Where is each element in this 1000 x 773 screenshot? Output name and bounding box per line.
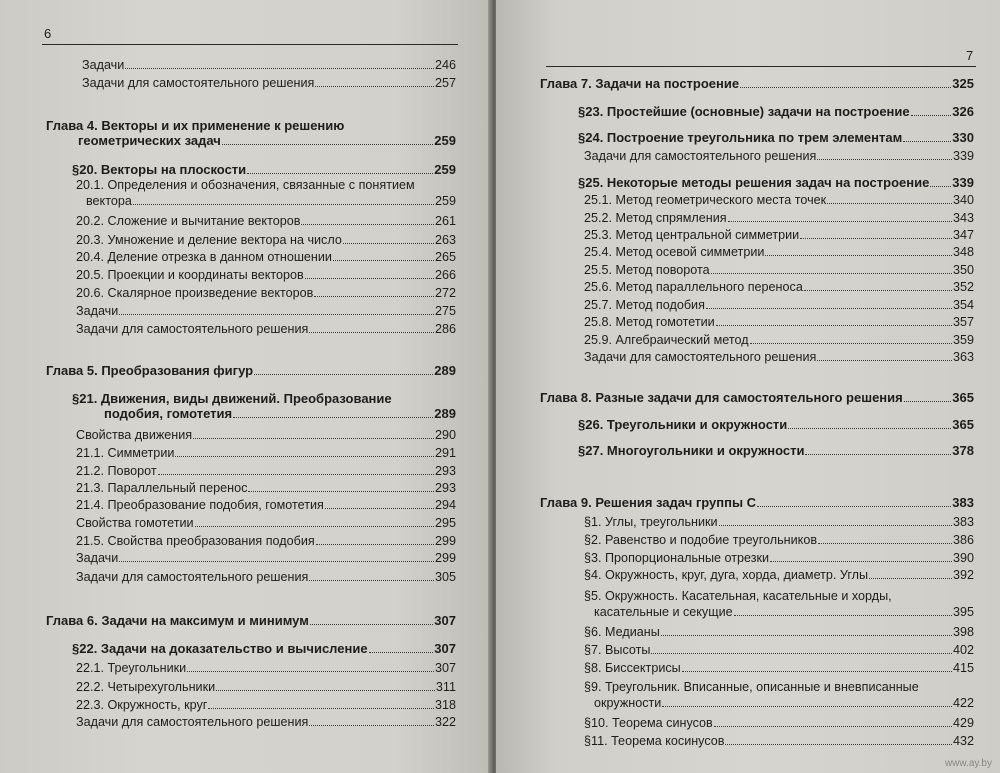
toc-entry-label: §11. Теорема косинусов	[584, 734, 725, 748]
toc-entry-label: 25.8. Метод гомотетии	[584, 315, 715, 329]
toc-entry-label: 25.4. Метод осевой симметрии	[584, 245, 765, 259]
toc-entry[interactable]	[584, 193, 974, 207]
toc-entry[interactable]	[594, 605, 974, 619]
toc-entry[interactable]	[76, 715, 456, 729]
toc-entry-label: §27. Многоугольники и окружности	[578, 444, 805, 458]
toc-entry-page: 259	[434, 162, 456, 177]
toc-entry-page: 289	[434, 363, 456, 378]
dot-leader	[310, 621, 433, 625]
toc-entry-page: 429	[952, 716, 974, 730]
toc-entry[interactable]	[584, 263, 974, 277]
toc-entry-label: 25.2. Метод спрямления	[584, 211, 727, 225]
toc-entry-page: 307	[434, 641, 456, 656]
toc-entry-page: 286	[434, 322, 456, 336]
toc-entry-page: 295	[434, 516, 456, 530]
toc-entry-page: 325	[952, 76, 974, 91]
dot-leader	[800, 235, 952, 239]
toc-entry-label: §23. Простейшие (основные) задачи на построение	[578, 105, 910, 119]
dot-leader	[343, 240, 434, 244]
dot-leader	[711, 270, 952, 274]
toc-entry-label: §7. Высоты	[584, 643, 651, 657]
dot-leader	[309, 577, 434, 581]
toc-entry-page: 261	[434, 214, 456, 228]
toc-entry-page: 350	[952, 263, 974, 277]
toc-entry[interactable]	[584, 211, 974, 225]
toc-entry[interactable]	[584, 625, 974, 639]
dot-leader	[316, 541, 434, 545]
toc-entry[interactable]	[540, 77, 974, 91]
dot-leader	[818, 540, 952, 544]
dot-leader	[369, 649, 434, 653]
dot-leader	[254, 371, 433, 375]
toc-entry[interactable]	[594, 696, 974, 710]
toc-entry-page: 266	[434, 268, 456, 282]
toc-entry[interactable]	[76, 464, 456, 478]
left-page	[0, 0, 492, 773]
toc-entry-first-line: Глава 4. Векторы и их применение к решению	[46, 118, 345, 133]
toc-entry-label: 20.6. Скалярное произведение векторов	[76, 286, 314, 300]
toc-entry[interactable]	[584, 333, 974, 347]
dot-leader	[247, 170, 433, 174]
watermark: www.ay.by	[944, 758, 992, 769]
toc-entry-first-line: §9. Треугольник. Вписанные, описанные и вневписанные	[584, 680, 919, 694]
dot-leader	[315, 83, 434, 87]
toc-entry[interactable]	[76, 481, 456, 495]
dot-leader	[750, 340, 952, 344]
toc-entry-label: Задачи для самостоятельного решения	[584, 350, 817, 364]
toc-entry[interactable]	[584, 533, 974, 547]
dot-leader	[233, 414, 433, 418]
toc-entry-page: 415	[952, 661, 974, 675]
toc-entry-label: 21.4. Преобразование подобия, гомотетия	[76, 498, 324, 512]
dot-leader	[734, 612, 952, 616]
toc-entry[interactable]	[578, 131, 974, 145]
dot-leader	[333, 257, 434, 261]
dot-leader	[770, 558, 952, 562]
toc-entry-page: 275	[434, 304, 456, 318]
toc-entry-page: 289	[434, 406, 456, 421]
toc-entry[interactable]	[76, 446, 456, 460]
toc-entry-page: 246	[434, 58, 456, 72]
toc-entry-label: 25.9. Алгебраический метод	[584, 333, 749, 347]
toc-entry-page: 432	[952, 734, 974, 748]
header-rule-right	[546, 66, 976, 67]
header-rule-left	[42, 44, 458, 45]
toc-entry[interactable]	[540, 391, 974, 405]
toc-entry-page: 422	[952, 696, 974, 710]
dot-leader	[325, 505, 434, 509]
toc-entry-page: 357	[952, 315, 974, 329]
toc-entry[interactable]	[82, 58, 456, 72]
dot-leader	[651, 650, 952, 654]
toc-entry-label: Задачи для самостоятельного решения	[82, 76, 315, 90]
toc-entry-label: 21.1. Симметрии	[76, 446, 175, 460]
toc-entry[interactable]	[76, 322, 456, 336]
toc-entry-page: 363	[952, 350, 974, 364]
dot-leader	[827, 200, 952, 204]
toc-entry-page: 354	[952, 298, 974, 312]
toc-entry[interactable]	[584, 298, 974, 312]
toc-entry[interactable]	[584, 245, 974, 259]
toc-entry-page: 305	[434, 570, 456, 584]
dot-leader	[714, 723, 952, 727]
toc-entry-page: 307	[434, 661, 456, 675]
toc-entry-page: 330	[952, 130, 974, 145]
dot-leader	[125, 65, 434, 69]
toc-entry[interactable]	[76, 551, 456, 565]
toc-entry-page: 272	[434, 286, 456, 300]
toc-entry-label: Глава 8. Разные задачи для самостоятельного решения	[540, 391, 903, 405]
toc-entry[interactable]	[578, 418, 974, 432]
dot-leader	[301, 221, 434, 225]
toc-entry[interactable]	[584, 734, 974, 748]
toc-entry-label: Глава 9. Решения задач группы С	[540, 496, 757, 510]
dot-leader	[314, 293, 434, 297]
toc-entry[interactable]	[540, 496, 974, 510]
dot-leader	[309, 329, 434, 333]
toc-entry[interactable]	[76, 233, 456, 247]
toc-entry-page: 359	[952, 333, 974, 347]
toc-entry[interactable]	[76, 661, 456, 675]
toc-entry[interactable]	[76, 250, 456, 264]
toc-entry-label: §4. Окружность, круг, дуга, хорда, диаметр. Углы	[584, 568, 869, 582]
toc-entry-label: §10. Теорема синусов	[584, 716, 713, 730]
toc-entry[interactable]	[578, 105, 974, 119]
toc-entry-label: §20. Векторы на плоскости	[72, 163, 247, 177]
toc-entry-label: 25.3. Метод центральной симметрии	[584, 228, 800, 242]
dot-leader	[725, 741, 952, 745]
toc-entry-page: 326	[952, 104, 974, 119]
toc-entry-label: 22.2. Четырехугольники	[76, 680, 216, 694]
toc-entry[interactable]	[578, 444, 974, 458]
dot-leader	[728, 218, 952, 222]
toc-entry[interactable]	[46, 614, 456, 628]
toc-entry[interactable]	[72, 642, 456, 656]
toc-entry[interactable]	[584, 350, 974, 364]
toc-entry-page: 378	[952, 443, 974, 458]
toc-entry-first-line: §5. Окружность. Касательная, касательные и хорды,	[584, 589, 892, 603]
toc-entry-label: 20.4. Деление отрезка в данном отношении	[76, 250, 332, 264]
toc-entry-label: 20.5. Проекции и координаты векторов	[76, 268, 304, 282]
toc-entry-label: Задачи	[76, 551, 119, 565]
toc-entry-label: 25.5. Метод поворота	[584, 263, 710, 277]
toc-entry-page: 343	[952, 211, 974, 225]
toc-entry-page: 293	[434, 481, 456, 495]
toc-entry-page: 348	[952, 245, 974, 259]
toc-entry-label: 25.6. Метод параллельного переноса	[584, 280, 803, 294]
toc-entry-page: 307	[434, 613, 456, 628]
toc-entry-label: §1. Углы, треугольники	[584, 515, 718, 529]
page-number-left: 6	[44, 26, 52, 41]
toc-entry-page: 402	[952, 643, 974, 657]
dot-leader	[661, 632, 952, 636]
toc-entry[interactable]	[584, 661, 974, 675]
toc-entry[interactable]	[584, 716, 974, 730]
dot-leader	[869, 575, 952, 579]
toc-entry-label: 21.3. Параллельный перенос	[76, 481, 248, 495]
toc-entry[interactable]	[86, 194, 456, 208]
toc-entry[interactable]	[584, 280, 974, 294]
toc-entry[interactable]	[76, 534, 456, 548]
toc-entry[interactable]	[76, 498, 456, 512]
toc-entry-label: §26. Треугольники и окружности	[578, 418, 788, 432]
dot-leader	[716, 322, 952, 326]
toc-entry[interactable]	[584, 568, 974, 582]
toc-entry-page: 339	[952, 175, 974, 190]
dot-leader	[305, 275, 434, 279]
toc-entry-page: 352	[952, 280, 974, 294]
dot-leader	[719, 522, 952, 526]
toc-entry[interactable]	[76, 214, 456, 228]
dot-leader	[930, 183, 951, 187]
dot-leader	[805, 451, 951, 455]
dot-leader	[208, 705, 434, 709]
dot-leader	[788, 425, 951, 429]
toc-entry[interactable]	[46, 364, 456, 378]
dot-leader	[904, 398, 952, 402]
toc-entry[interactable]	[76, 428, 456, 442]
toc-entry[interactable]	[76, 516, 456, 530]
dot-leader	[817, 357, 952, 361]
toc-entry-page: 259	[434, 194, 456, 208]
toc-entry-page: 259	[434, 133, 456, 148]
dot-leader	[158, 471, 434, 475]
dot-leader	[804, 287, 952, 291]
toc-entry-page: 392	[952, 568, 974, 582]
toc-entry[interactable]	[104, 407, 456, 421]
toc-entry-page: 339	[952, 149, 974, 163]
toc-entry[interactable]	[76, 570, 456, 584]
toc-entry-first-line: §21. Движения, виды движений. Преобразование	[72, 391, 392, 406]
toc-entry-label: 25.7. Метод подобия	[584, 298, 705, 312]
toc-entry-label: 25.1. Метод геометрического места точек	[584, 193, 827, 207]
toc-entry-label: 22.1. Треугольники	[76, 661, 187, 675]
dot-leader	[119, 311, 434, 315]
toc-entry-page: 311	[435, 680, 456, 694]
dot-leader	[757, 503, 951, 507]
dot-leader	[662, 703, 952, 707]
dot-leader	[175, 453, 434, 457]
toc-entry-page: 291	[434, 446, 456, 460]
toc-entry-page: 390	[952, 551, 974, 565]
toc-entry[interactable]	[76, 680, 456, 694]
toc-entry-label: §3. Пропорциональные отрезки	[584, 551, 770, 565]
toc-entry-label: §25. Некоторые методы решения задач на построение	[578, 176, 930, 190]
toc-entry-page: 386	[952, 533, 974, 547]
toc-entry-label: геометрических задач	[78, 134, 221, 148]
toc-entry-label: §24. Построение треугольника по трем элементам	[578, 131, 903, 145]
toc-entry-page: 395	[952, 605, 974, 619]
toc-entry-first-line: 20.1. Определения и обозначения, связанные с понятием	[76, 178, 415, 192]
toc-entry-page: 263	[434, 233, 456, 247]
toc-entry-label: Задачи для самостоятельного решения	[76, 570, 309, 584]
toc-entry-page: 398	[952, 625, 974, 639]
toc-entry[interactable]	[76, 268, 456, 282]
toc-entry-page: 293	[434, 464, 456, 478]
toc-entry[interactable]	[584, 551, 974, 565]
toc-entry-label: Глава 7. Задачи на построение	[540, 77, 740, 91]
toc-entry-label: §2. Равенство и подобие треугольников	[584, 533, 818, 547]
toc-entry-page: 365	[952, 417, 974, 432]
dot-leader	[309, 722, 434, 726]
toc-entry-label: касательные и секущие	[594, 605, 733, 619]
dot-leader	[817, 156, 952, 160]
toc-entry[interactable]	[584, 643, 974, 657]
dot-leader	[187, 668, 434, 672]
page-number-right: 7	[966, 48, 974, 63]
toc-entry-page: 257	[434, 76, 456, 90]
dot-leader	[216, 687, 435, 691]
toc-entry-label: Задачи для самостоятельного решения	[76, 322, 309, 336]
toc-entry-page: 383	[952, 515, 974, 529]
toc-entry[interactable]	[584, 515, 974, 529]
toc-entry-label: Задачи для самостоятельного решения	[76, 715, 309, 729]
toc-entry-page: 299	[434, 534, 456, 548]
toc-entry[interactable]	[72, 163, 456, 177]
dot-leader	[706, 305, 952, 309]
toc-entry-page: 299	[434, 551, 456, 565]
toc-entry-label: подобия, гомотетия	[104, 407, 233, 421]
dot-leader	[903, 138, 951, 142]
toc-entry-label: вектора	[86, 194, 132, 208]
toc-entry-label: Задачи для самостоятельного решения	[584, 149, 817, 163]
toc-entry-label: 20.3. Умножение и деление вектора на число	[76, 233, 342, 247]
toc-entry-label: 22.3. Окружность, круг	[76, 698, 208, 712]
toc-entry[interactable]	[82, 76, 456, 90]
toc-entry-label: Задачи	[76, 304, 119, 318]
dot-leader	[222, 141, 434, 145]
toc-entry[interactable]	[584, 228, 974, 242]
toc-entry-label: Глава 6. Задачи на максимум и минимум	[46, 614, 309, 628]
dot-leader	[740, 84, 951, 88]
toc-entry-label: Свойства гомотетии	[76, 516, 194, 530]
toc-entry-page: 265	[434, 250, 456, 264]
toc-entry-label: Задачи	[82, 58, 125, 72]
toc-entry-page: 365	[952, 390, 974, 405]
dot-leader	[248, 488, 434, 492]
toc-entry-label: 20.2. Сложение и вычитание векторов	[76, 214, 301, 228]
toc-entry-label: 21.2. Поворот	[76, 464, 157, 478]
toc-entry-page: 383	[952, 495, 974, 510]
toc-entry-page: 347	[952, 228, 974, 242]
toc-entry[interactable]	[584, 315, 974, 329]
toc-entry-label: §22. Задачи на доказательство и вычисление	[72, 642, 368, 656]
toc-entry-page: 318	[434, 698, 456, 712]
toc-entry-label: §6. Медианы	[584, 625, 660, 639]
dot-leader	[195, 523, 434, 527]
toc-entry-label: 21.5. Свойства преобразования подобия	[76, 534, 315, 548]
dot-leader	[193, 435, 434, 439]
toc-entry[interactable]	[584, 149, 974, 163]
toc-entry[interactable]	[78, 134, 456, 148]
toc-entry-label: окружности	[594, 696, 662, 710]
toc-entry-page: 340	[952, 193, 974, 207]
toc-entry[interactable]	[578, 176, 974, 190]
dot-leader	[911, 112, 952, 116]
dot-leader	[119, 558, 434, 562]
toc-entry-label: §8. Биссектрисы	[584, 661, 681, 675]
toc-entry-label: Свойства движения	[76, 428, 193, 442]
dot-leader	[765, 252, 952, 256]
dot-leader	[133, 201, 434, 205]
toc-entry[interactable]	[76, 698, 456, 712]
right-page	[496, 0, 1000, 773]
toc-entry[interactable]	[76, 304, 456, 318]
toc-entry-page: 322	[434, 715, 456, 729]
toc-entry-page: 290	[434, 428, 456, 442]
toc-entry-page: 294	[434, 498, 456, 512]
toc-entry-label: Глава 5. Преобразования фигур	[46, 364, 254, 378]
toc-entry[interactable]	[76, 286, 456, 300]
dot-leader	[682, 668, 952, 672]
